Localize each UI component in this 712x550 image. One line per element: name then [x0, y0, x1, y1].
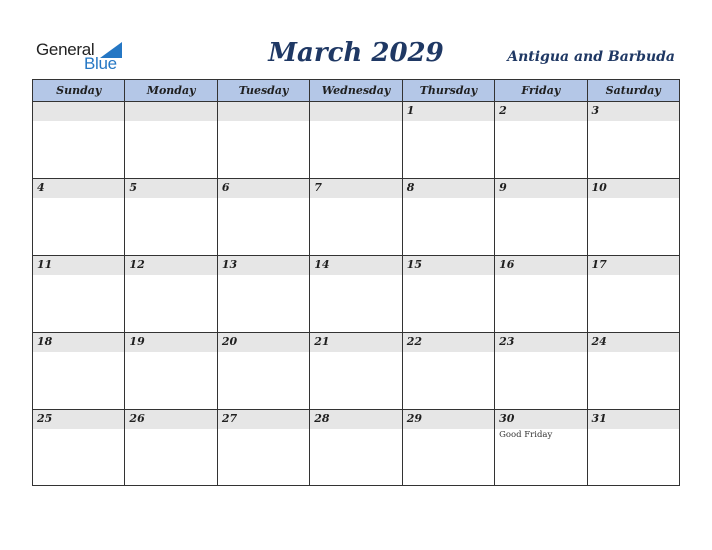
day-number-strip	[33, 179, 124, 198]
day-number-strip	[125, 179, 216, 198]
day-cell[interactable]	[218, 179, 310, 255]
day-cell[interactable]	[495, 333, 587, 409]
day-number: 6	[221, 181, 230, 194]
day-number: 20	[221, 335, 238, 348]
day-number: 10	[591, 181, 607, 194]
day-number: 18	[37, 335, 53, 348]
day-number: 14	[314, 258, 330, 271]
logo-word-general: General	[36, 40, 95, 59]
day-number-strip	[125, 102, 216, 121]
day-cell[interactable]	[125, 256, 217, 332]
day-number: 28	[314, 412, 330, 425]
day-cell[interactable]	[33, 179, 125, 255]
day-cell[interactable]	[495, 102, 587, 178]
day-number-strip	[33, 102, 124, 121]
week-row	[33, 102, 679, 179]
week-row	[33, 333, 679, 410]
day-number: 11	[37, 258, 53, 271]
day-cell[interactable]	[588, 410, 679, 486]
day-cell[interactable]	[310, 410, 402, 486]
day-number: 24	[591, 335, 607, 348]
day-number: 15	[406, 258, 422, 271]
day-cell[interactable]	[310, 179, 402, 255]
weekday-header: Tuesday	[218, 80, 310, 101]
day-cell[interactable]	[125, 102, 217, 178]
day-number: 1	[406, 104, 415, 117]
day-number: 16	[499, 258, 515, 271]
weekday-header: Saturday	[605, 84, 661, 97]
day-cell[interactable]	[495, 410, 587, 486]
weekday-header-row	[33, 80, 679, 102]
day-number-strip	[310, 102, 401, 121]
day-cell[interactable]	[588, 102, 679, 178]
day-cell[interactable]	[33, 102, 125, 178]
day-number: 7	[314, 181, 322, 194]
day-number: 31	[591, 412, 607, 425]
day-cell[interactable]	[310, 333, 402, 409]
day-number-strip	[588, 102, 679, 121]
weekday-header: Friday	[495, 80, 587, 101]
day-cell[interactable]	[33, 410, 125, 486]
day-cell[interactable]	[218, 333, 310, 409]
day-number: 17	[591, 258, 607, 271]
day-number-strip	[310, 179, 401, 198]
day-cell[interactable]	[125, 410, 217, 486]
day-cell[interactable]	[310, 102, 402, 178]
day-number: 27	[221, 412, 238, 425]
day-cell[interactable]	[33, 333, 125, 409]
day-number: 21	[314, 335, 330, 348]
day-number: 30	[499, 412, 515, 425]
weekday-header: Sunday	[33, 80, 125, 101]
day-number: 9	[499, 181, 507, 194]
day-number-strip	[495, 102, 586, 121]
week-row	[33, 179, 679, 256]
day-cell[interactable]	[310, 256, 402, 332]
day-number: 12	[129, 258, 145, 271]
day-cell[interactable]	[218, 410, 310, 486]
day-cell[interactable]	[403, 179, 495, 255]
day-number: 25	[37, 412, 53, 425]
day-cell[interactable]	[588, 179, 679, 255]
day-cell[interactable]	[33, 256, 125, 332]
day-cell[interactable]	[218, 256, 310, 332]
day-cell[interactable]	[495, 179, 587, 255]
day-number: 26	[129, 412, 145, 425]
calendar-grid	[32, 79, 680, 486]
day-cell[interactable]	[125, 179, 217, 255]
day-number: 19	[129, 335, 145, 348]
day-number-strip	[403, 179, 494, 198]
day-cell[interactable]	[588, 333, 679, 409]
holiday-label: Good Friday	[499, 430, 553, 440]
weekday-header: Monday	[125, 80, 217, 101]
day-cell[interactable]	[403, 410, 495, 486]
calendar-title: March 2029	[268, 38, 444, 68]
weeks-container	[33, 102, 679, 486]
country-name: Antigua and Barbuda	[507, 49, 675, 65]
day-number: 23	[499, 335, 515, 348]
day-number: 13	[221, 258, 238, 271]
day-cell[interactable]	[218, 102, 310, 178]
day-number-strip	[218, 179, 309, 198]
day-number: 2	[499, 104, 507, 117]
day-cell[interactable]	[588, 256, 679, 332]
day-number-strip	[495, 179, 586, 198]
day-cell[interactable]	[125, 333, 217, 409]
day-number: 5	[129, 181, 138, 194]
day-number: 4	[37, 181, 45, 194]
day-cell[interactable]	[403, 256, 495, 332]
day-number: 29	[406, 412, 422, 425]
day-number-strip	[403, 102, 494, 121]
day-cell[interactable]	[403, 102, 495, 178]
logo-word-blue: Blue	[84, 54, 117, 73]
day-number: 8	[406, 181, 415, 194]
weekday-header: Thursday	[403, 80, 495, 101]
week-row	[33, 256, 679, 333]
day-cell[interactable]	[403, 333, 495, 409]
day-number: 22	[406, 335, 422, 348]
day-number: 3	[591, 104, 600, 117]
weekday-header: Wednesday	[310, 80, 402, 101]
day-number-strip	[218, 102, 309, 121]
day-cell[interactable]	[495, 256, 587, 332]
week-row	[33, 410, 679, 486]
